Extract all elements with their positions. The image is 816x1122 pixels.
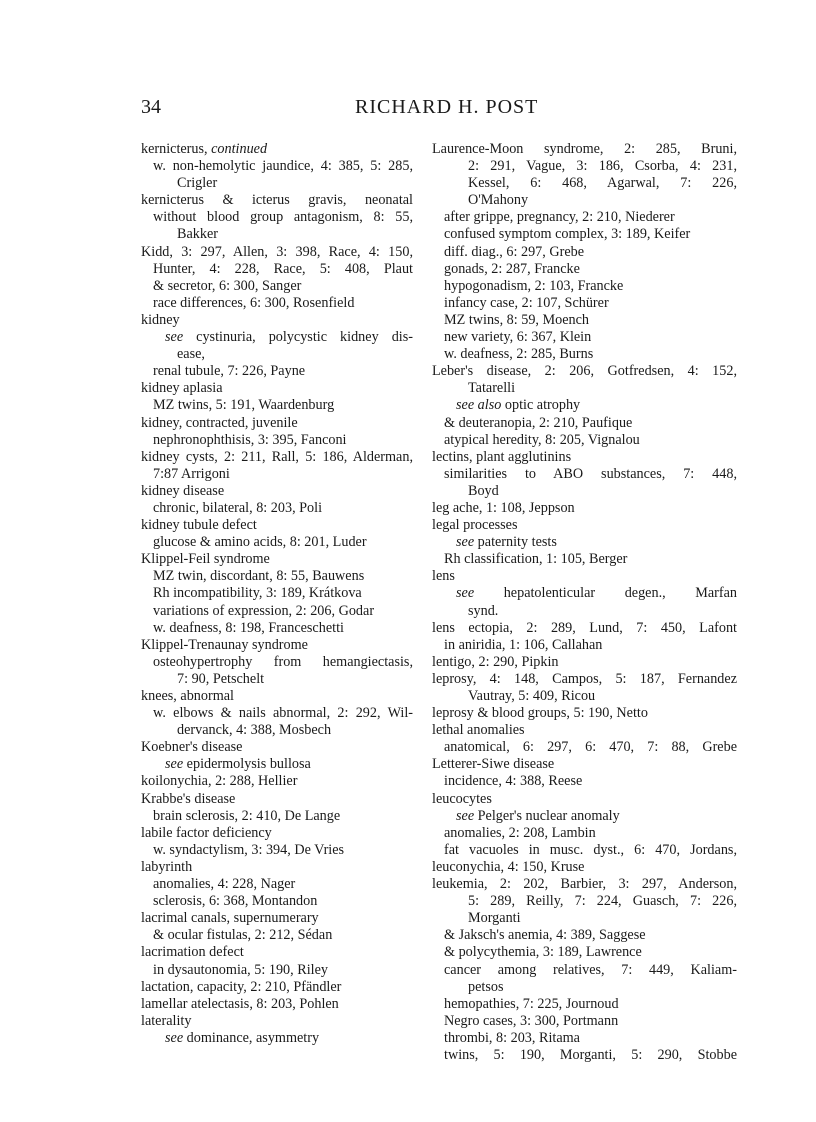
index-cross-reference-marker: see also	[456, 397, 502, 414]
index-entry-text: variations of expression, 2: 206, Godar	[153, 602, 375, 619]
index-entry-text: Klippel-Feil syndrome	[141, 551, 270, 568]
index-entry-text: brain sclerosis, 2: 410, De Lange	[153, 807, 341, 824]
index-entry-text: Bakker	[177, 226, 218, 243]
index-entry-line	[432, 329, 737, 346]
index-entry-line	[432, 773, 737, 790]
index-entry-text: lactation, capacity, 2: 210, Pfändler	[141, 978, 342, 995]
index-entry-text: leprosy, 4: 148, Campos, 5: 187, Fernandez	[432, 670, 737, 687]
index-entry-text: Boyd	[468, 482, 499, 499]
index-entry-line	[141, 226, 413, 243]
index-entry-text: kidney, contracted, juvenile	[141, 414, 298, 431]
index-entry-text: kernicterus,	[141, 141, 212, 157]
index-entry-text: leprosy & blood groups, 5: 190, Netto	[432, 705, 648, 722]
index-entry-line	[432, 483, 737, 500]
index-entry-line	[141, 397, 413, 414]
index-entry-line	[141, 209, 413, 226]
index-entry-line	[432, 551, 737, 568]
index-entry-line	[141, 944, 413, 961]
index-entry-line	[432, 568, 737, 585]
index-entry-line	[141, 1030, 413, 1047]
index-entry-line	[141, 996, 413, 1013]
index-entry-line	[141, 620, 413, 637]
index-entry-line	[141, 876, 413, 893]
index-entry-text: in dysautonomia, 5: 190, Riley	[153, 961, 328, 978]
index-entry-line	[432, 637, 737, 654]
index-entry-text: lens	[432, 568, 455, 585]
index-entry-text: lamellar atelectasis, 8: 203, Pohlen	[141, 995, 339, 1012]
index-entry-line	[141, 380, 413, 397]
index-entry-line	[141, 534, 413, 551]
index-entry-line	[432, 261, 737, 278]
index-entry-line	[141, 175, 413, 192]
index-entry-text: nephronophthisis, 3: 395, Fanconi	[153, 431, 347, 448]
index-entry-line	[432, 1030, 737, 1047]
index-entry-line	[432, 603, 737, 620]
index-entry-text: infancy case, 2: 107, Schürer	[444, 294, 609, 311]
index-entry-line	[141, 1013, 413, 1030]
index-entry-line	[432, 500, 737, 517]
index-entry-line	[432, 295, 737, 312]
index-entry-text: kidney	[141, 311, 180, 328]
index-entry-text: MZ twins, 5: 191, Waardenburg	[153, 397, 335, 414]
index-entry-line	[141, 705, 413, 722]
index-entry-text: Morganti	[468, 910, 521, 927]
index-entry-text: Negro cases, 3: 300, Portmann	[444, 1012, 619, 1029]
index-entry-text: Kidd, 3: 297, Allen, 3: 398, Race, 4: 150,	[141, 243, 413, 260]
index-entry-text: new variety, 6: 367, Klein	[444, 329, 592, 346]
index-entry-line	[141, 466, 413, 483]
index-entry-text: leuconychia, 4: 150, Kruse	[432, 858, 585, 875]
index-entry-text: in aniridia, 1: 106, Callahan	[444, 636, 603, 653]
index-entry-text: confused symptom complex, 3: 189, Keifer	[444, 226, 691, 243]
index-cross-reference-marker: see	[165, 1029, 184, 1046]
index-entry-line	[141, 791, 413, 808]
index-entry-line	[432, 312, 737, 329]
index-entry-line	[432, 944, 737, 961]
index-entry-line	[141, 329, 413, 346]
index-entry-text: anomalies, 2: 208, Lambin	[444, 824, 596, 841]
index-entry-line	[432, 415, 737, 432]
index-entry-line	[141, 312, 413, 329]
index-entry-line	[141, 295, 413, 312]
index-entry-text: legal processes	[432, 517, 518, 534]
index-entry-text: glucose & amino acids, 8: 201, Luder	[153, 534, 367, 551]
index-entry-line	[141, 962, 413, 979]
index-entry-text: & Jaksch's anemia, 4: 389, Saggese	[444, 927, 646, 944]
index-entry-text: Krabbe's disease	[141, 790, 236, 807]
running-header-author: RICHARD H. POST	[355, 96, 539, 118]
index-entry-line	[141, 261, 413, 278]
index-entry-line	[141, 603, 413, 620]
index-entry-line	[141, 244, 413, 261]
index-entry-line	[432, 346, 737, 363]
index-entry-line	[432, 842, 737, 859]
index-entry-line	[141, 654, 413, 671]
index-entry-text: knees, abnormal	[141, 688, 234, 704]
index-entry-line	[141, 192, 413, 209]
index-entry-text: & deuteranopia, 2: 210, Paufique	[444, 414, 633, 431]
index-entry-text: 7: 90, Petschelt	[177, 670, 265, 687]
index-entry-line	[432, 175, 737, 192]
index-entry-line	[432, 244, 737, 261]
index-entry-line	[432, 722, 737, 739]
index-entry-text: hemopathies, 7: 225, Journoud	[444, 995, 619, 1012]
index-entry-text: anatomical, 6: 297, 6: 470, 7: 88, Grebe	[444, 739, 737, 756]
index-entry-text: Koebner's disease	[141, 739, 243, 756]
index-entry-text: Laurence-Moon syndrome, 2: 285, Bruni,	[432, 141, 737, 157]
index-entry-line	[432, 654, 737, 671]
index-entry-text: chronic, bilateral, 8: 203, Poli	[153, 499, 323, 516]
index-entry-line	[432, 226, 737, 243]
index-entry-line	[432, 979, 737, 996]
index-entry-text: labile factor deficiency	[141, 824, 272, 841]
index-entry-line	[141, 346, 413, 363]
index-entry-text: lacrimation defect	[141, 944, 244, 961]
index-entry-text: cancer among relatives, 7: 449, Kaliam-	[444, 961, 737, 978]
index-entry-text: 7:87 Arrigoni	[153, 465, 230, 482]
index-entry-text: lethal anomalies	[432, 722, 525, 739]
index-entry-text: 2: 291, Vague, 3: 186, Csorba, 4: 231,	[468, 158, 737, 175]
index-entry-text: Klippel-Trenaunay syndrome	[141, 636, 308, 653]
index-entry-line	[432, 534, 737, 551]
index-entry-text: & ocular fistulas, 2: 212, Sédan	[153, 927, 333, 944]
index-entry-line	[141, 893, 413, 910]
index-entry-text: thrombi, 8: 203, Ritama	[444, 1029, 580, 1046]
index-entry-line	[141, 500, 413, 517]
index-entry-line	[141, 842, 413, 859]
index-entry-text: cystinuria, polycystic kidney dis-	[183, 329, 413, 346]
index-entry-text: optic atrophy	[501, 397, 581, 414]
index-entry-line	[432, 397, 737, 414]
index-cross-reference-marker: see	[165, 329, 184, 346]
index-entry-line	[432, 876, 737, 893]
index-column-left	[141, 141, 413, 1047]
index-entry-text: paternity tests	[474, 534, 557, 551]
index-entry-line	[432, 449, 737, 466]
index-entry-line	[432, 825, 737, 842]
index-entry-text: Leber's disease, 2: 206, Gotfredsen, 4: 152,	[432, 363, 737, 380]
index-entry-text: ease,	[177, 346, 205, 363]
index-entry-line	[141, 927, 413, 944]
index-cross-reference-marker: see	[456, 585, 475, 602]
index-entry-text: MZ twin, discordant, 8: 55, Bauwens	[153, 568, 365, 585]
index-entry-text: synd.	[468, 602, 499, 619]
index-entry-line	[141, 739, 413, 756]
index-entry-line	[141, 825, 413, 842]
index-entry-text: w. elbows & nails abnormal, 2: 292, Wil-	[153, 705, 413, 722]
index-entry-line	[432, 808, 737, 825]
index-entry-line	[141, 773, 413, 790]
index-entry-text: renal tubule, 7: 226, Payne	[153, 363, 306, 380]
index-entry-text: incidence, 4: 388, Reese	[444, 773, 583, 790]
index-entry-line	[141, 517, 413, 534]
index-entry-text: fat vacuoles in musc. dyst., 6: 470, Jordans,	[444, 841, 737, 858]
index-entry-line	[141, 363, 413, 380]
index-entry-text: kidney tubule defect	[141, 517, 257, 534]
index-entry-text: leukemia, 2: 202, Barbier, 3: 297, Anderson,	[432, 876, 737, 893]
index-entry-text: lacrimal canals, supernumerary	[141, 910, 319, 927]
index-entry-text: similarities to ABO substances, 7: 448,	[444, 465, 737, 482]
index-entry-line	[141, 449, 413, 466]
index-entry-line	[141, 808, 413, 825]
index-entry-line	[141, 432, 413, 449]
index-entry-text: kidney aplasia	[141, 380, 223, 397]
index-entry-text: w. non-hemolytic jaundice, 4: 385, 5: 285,	[153, 158, 413, 175]
index-entry-text: dervanck, 4: 388, Mosbech	[177, 722, 332, 739]
index-entry-text: koilonychia, 2: 288, Hellier	[141, 773, 298, 790]
index-entry-text: labyrinth	[141, 858, 193, 875]
index-entry-text: Kessel, 6: 468, Agarwal, 7: 226,	[468, 175, 737, 192]
index-continued-marker: continued	[211, 141, 268, 157]
index-entry-line	[432, 859, 737, 876]
index-entry-line	[432, 671, 737, 688]
index-cross-reference-marker: see	[165, 756, 184, 773]
index-entry-text: diff. diag., 6: 297, Grebe	[444, 243, 585, 260]
index-entry-text: twins, 5: 190, Morganti, 5: 290, Stobbe	[444, 1046, 737, 1063]
index-entry-text: & secretor, 6: 300, Sanger	[153, 277, 302, 294]
index-entry-line	[141, 722, 413, 739]
index-entry-line	[141, 158, 413, 175]
index-entry-text: osteohypertrophy from hemangiectasis,	[153, 653, 413, 670]
index-entry-text: Letterer-Siwe disease	[432, 756, 555, 773]
index-entry-text: kernicterus & icterus gravis, neonatal	[141, 192, 413, 209]
index-entry-line	[432, 158, 737, 175]
index-column-right	[432, 141, 737, 1064]
index-entry-line	[432, 192, 737, 209]
index-entry-text: Rh classification, 1: 105, Berger	[444, 551, 628, 568]
index-entry-line	[141, 585, 413, 602]
index-entry-line	[141, 910, 413, 927]
index-entry-line	[432, 893, 737, 910]
index-entry-text: dominance, asymmetry	[183, 1029, 320, 1046]
index-entry-line	[432, 209, 737, 226]
index-entry-line	[432, 1047, 737, 1064]
index-entry-text: anomalies, 4: 228, Nager	[153, 876, 296, 893]
index-entry-line	[432, 791, 737, 808]
index-entry-line	[432, 756, 737, 773]
index-entry-line	[432, 278, 737, 295]
index-entry-text: kidney cysts, 2: 211, Rall, 5: 186, Alderman,	[141, 448, 413, 465]
index-entry-text: race differences, 6: 300, Rosenfield	[153, 294, 355, 311]
index-entry-text: hepatolenticular degen., Marfan	[474, 585, 737, 602]
index-entry-line	[141, 979, 413, 996]
index-entry-line	[432, 141, 737, 158]
index-entry-line	[432, 432, 737, 449]
index-entry-line	[141, 671, 413, 688]
index-entry-text: Tatarelli	[468, 380, 516, 397]
index-entry-line	[432, 1013, 737, 1030]
index-entry-text: & polycythemia, 3: 189, Lawrence	[444, 944, 642, 961]
index-entry-text: MZ twins, 8: 59, Moench	[444, 311, 590, 328]
index-entry-line	[141, 278, 413, 295]
index-entry-text: lentigo, 2: 290, Pipkin	[432, 653, 559, 670]
index-entry-line	[141, 637, 413, 654]
index-entry-text: laterality	[141, 1012, 192, 1029]
index-entry-line	[432, 910, 737, 927]
index-entry-line	[432, 466, 737, 483]
index-entry-text: Hunter, 4: 228, Race, 5: 408, Plaut	[153, 260, 413, 277]
index-entry-text: kidney disease	[141, 482, 225, 499]
index-entry-text: w. syndactylism, 3: 394, De Vries	[153, 841, 345, 858]
index-entry-text: Rh incompatibility, 3: 189, Krátkova	[153, 585, 362, 602]
index-entry-text: without blood group antagonism, 8: 55,	[153, 209, 413, 226]
index-entry-line	[141, 688, 413, 705]
index-entry-text: O'Mahony	[468, 192, 529, 209]
index-entry-line	[141, 568, 413, 585]
page-number: 34	[141, 96, 161, 118]
index-entry-line	[141, 859, 413, 876]
index-entry-line	[432, 962, 737, 979]
index-entry-line	[432, 620, 737, 637]
index-entry-text: lectins, plant agglutinins	[432, 448, 572, 465]
index-entry-line	[432, 688, 737, 705]
index-entry-line	[432, 585, 737, 602]
index-entry-text: w. deafness, 2: 285, Burns	[444, 346, 594, 363]
index-entry-line	[141, 756, 413, 773]
index-cross-reference-marker: see	[456, 807, 475, 824]
index-entry-text: petsos	[468, 978, 504, 995]
index-entry-line	[141, 415, 413, 432]
index-entry-text: Crigler	[177, 175, 218, 192]
index-entry-line	[432, 705, 737, 722]
index-entry-text: leg ache, 1: 108, Jeppson	[432, 499, 575, 516]
index-entry-text: leucocytes	[432, 790, 492, 807]
index-entry-text: Pelger's nuclear anomaly	[474, 807, 620, 824]
index-entry-text: atypical heredity, 8: 205, Vignalou	[444, 431, 640, 448]
index-entry-text: after grippe, pregnancy, 2: 210, Niederer	[444, 209, 675, 226]
index-entry-line	[432, 363, 737, 380]
index-entry-line	[141, 141, 413, 158]
index-cross-reference-marker: see	[456, 534, 475, 551]
index-entry-text: gonads, 2: 287, Francke	[444, 260, 580, 277]
index-entry-line	[432, 927, 737, 944]
index-entry-line	[432, 996, 737, 1013]
index-entry-text: 5: 289, Reilly, 7: 224, Guasch, 7: 226,	[468, 893, 737, 910]
index-entry-text: sclerosis, 6: 368, Montandon	[153, 893, 318, 910]
index-entry-line	[432, 380, 737, 397]
index-entry-line	[432, 739, 737, 756]
index-entry-text: Vautray, 5: 409, Ricou	[468, 688, 596, 704]
index-entry-line	[141, 483, 413, 500]
index-entry-text: epidermolysis bullosa	[183, 756, 311, 773]
index-entry-text: hypogonadism, 2: 103, Francke	[444, 277, 624, 294]
index-entry-text: w. deafness, 8: 198, Franceschetti	[153, 619, 344, 636]
index-entry-text: lens ectopia, 2: 289, Lund, 7: 450, Lafont	[432, 619, 737, 636]
index-entry-line	[141, 551, 413, 568]
index-entry-line	[432, 517, 737, 534]
